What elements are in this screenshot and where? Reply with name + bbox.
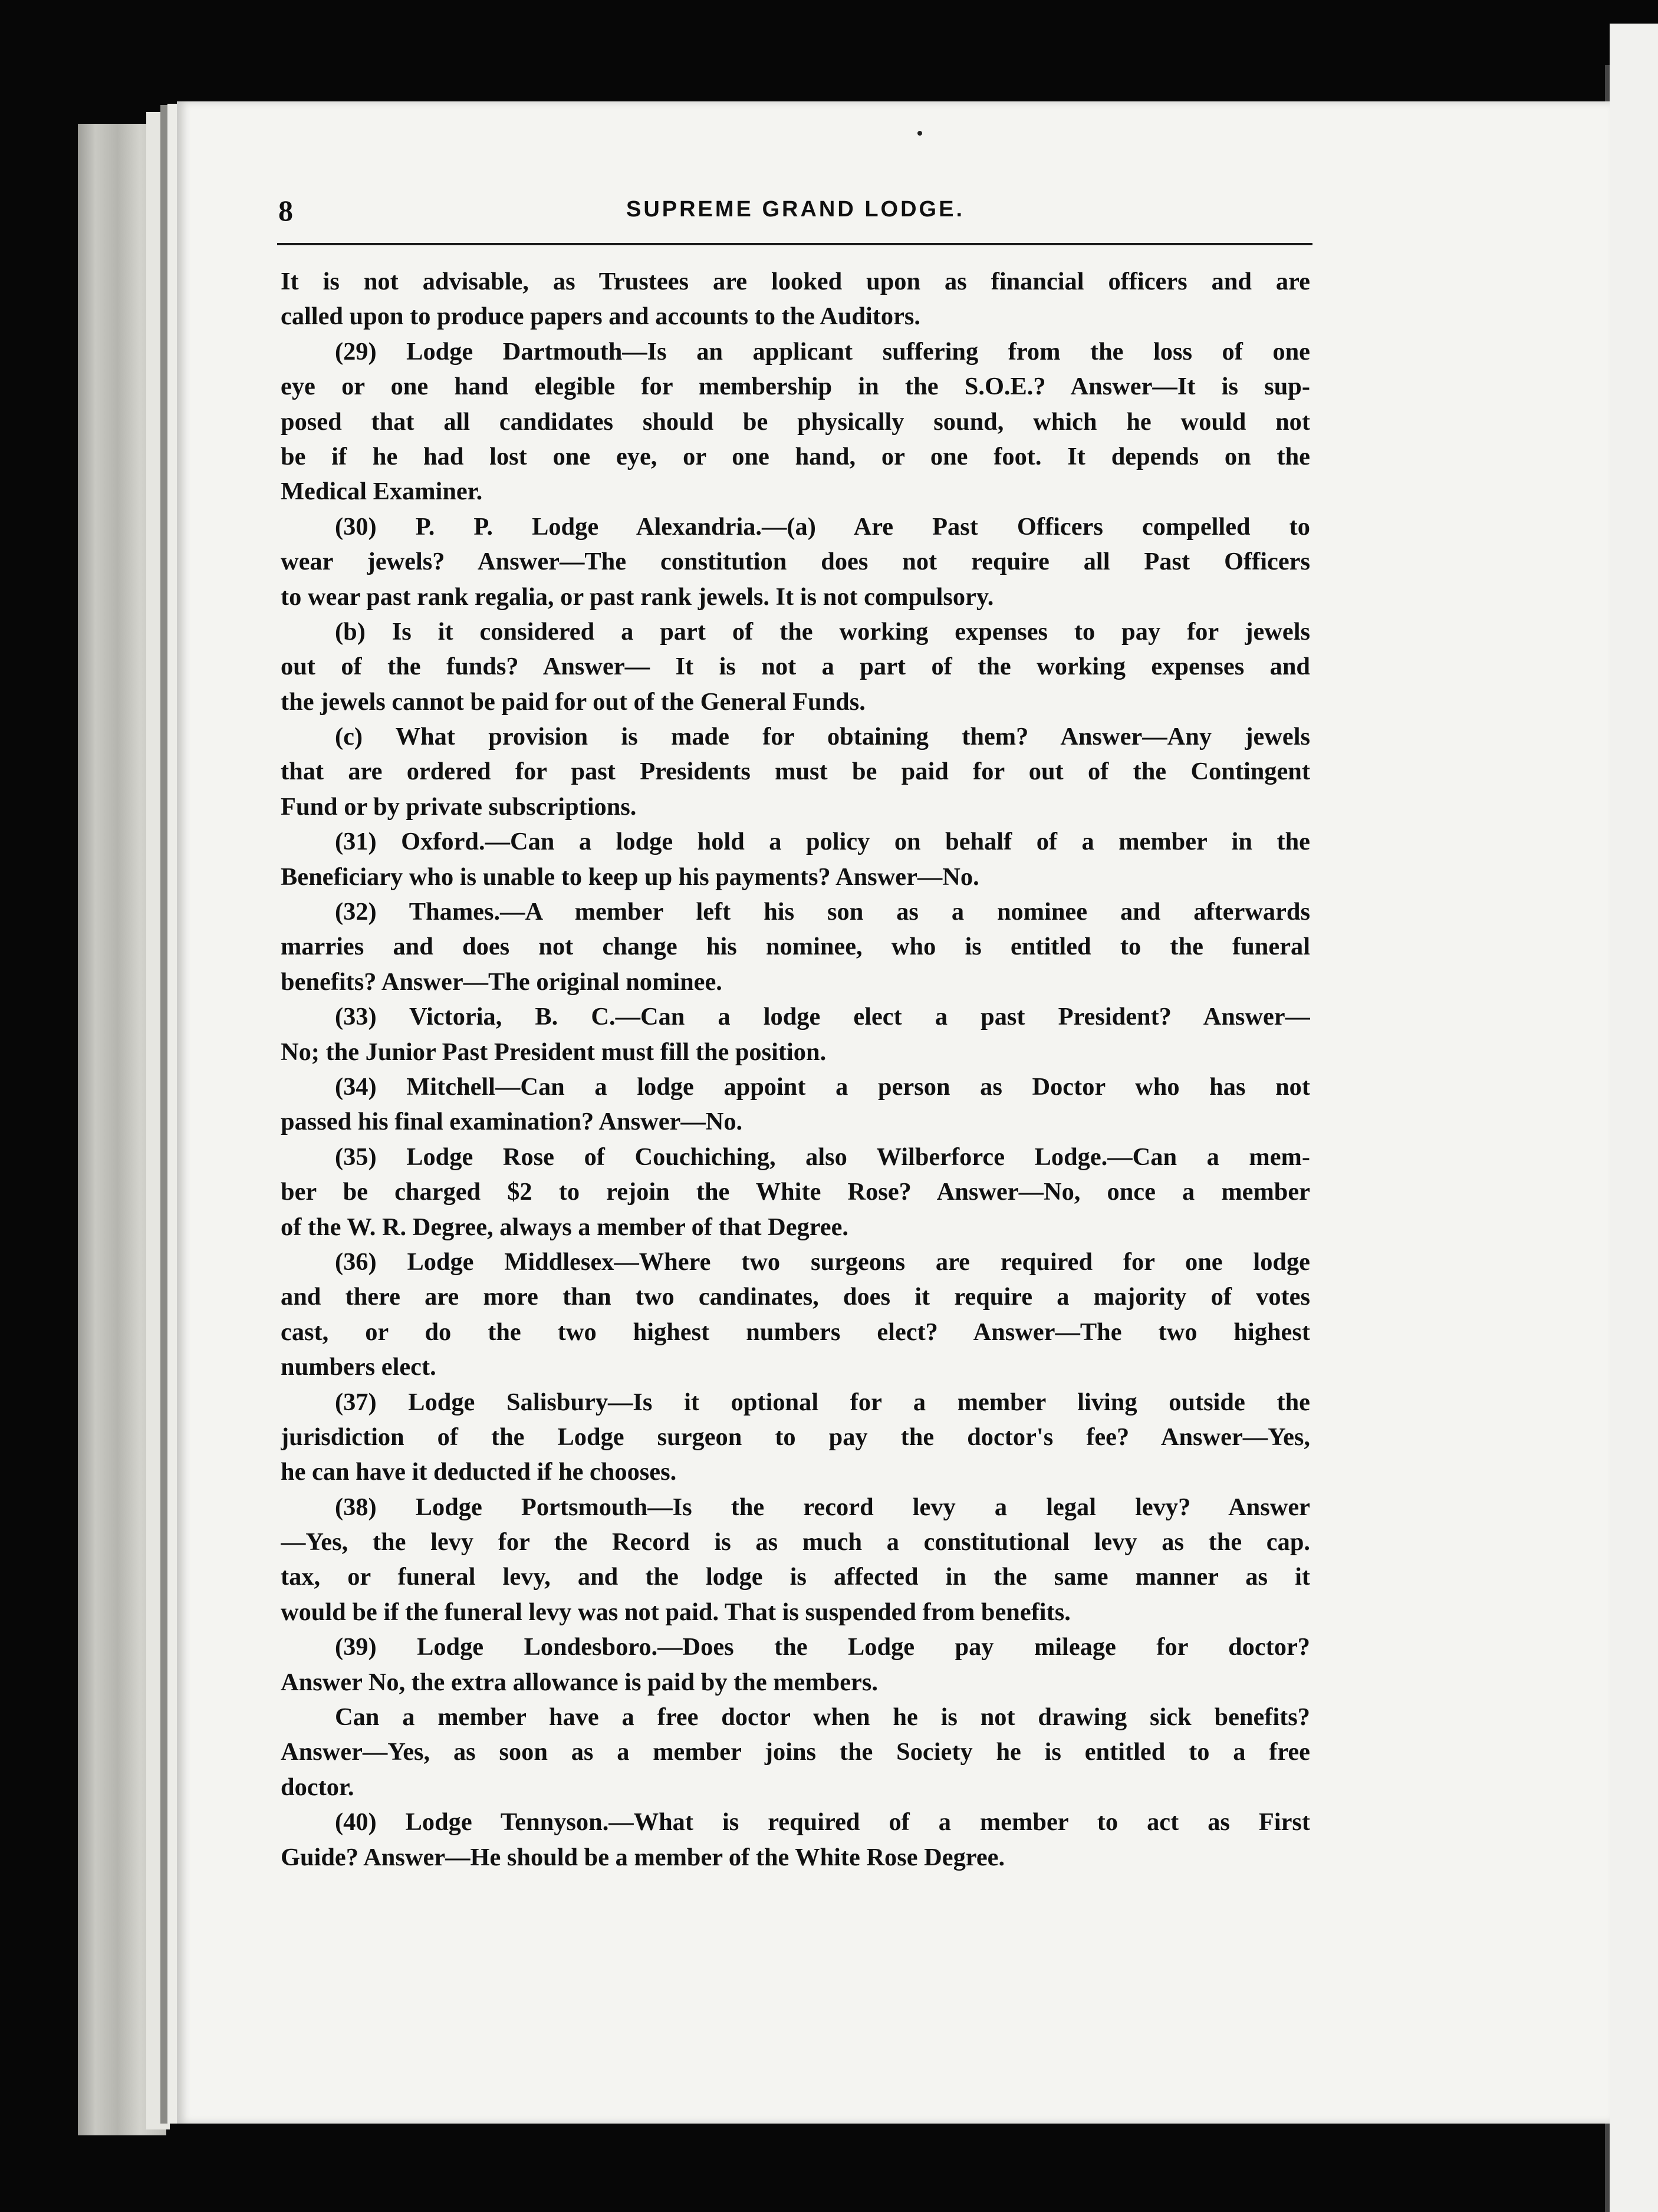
page-stack-edge	[1610, 24, 1658, 2212]
text-line: out of the funds? Answer— It is not a part of the working expenses and	[281, 653, 1310, 681]
text-line: Answer No, the extra allowance is paid by the members.	[281, 1668, 878, 1696]
header-rule	[277, 243, 1312, 245]
text-line: (37) Lodge Salisbury—Is it optional for a member living outside the	[335, 1388, 1310, 1416]
text-line: (39) Lodge Londesboro.—Does the Lodge pay mileage for doctor?	[335, 1633, 1310, 1661]
text-line: eye or one hand elegible for membership in the S.O.E.? Answer—It is sup-	[281, 373, 1310, 401]
page-number: 8	[278, 194, 293, 227]
text-line: marries and does not change his nominee, who is entitled to the funeral	[281, 933, 1310, 961]
text-line: Guide? Answer—He should be a member of the White Rose Degree.	[281, 1843, 1005, 1871]
ink-speck	[917, 131, 922, 136]
text-line: ber be charged $2 to rejoin the White Rose? Answer—No, once a member	[281, 1178, 1310, 1206]
text-line: No; the Junior Past President must fill the position.	[281, 1038, 827, 1066]
text-line: cast, or do the two highest numbers elect? Answer—The two highest	[281, 1318, 1310, 1346]
text-line: (38) Lodge Portsmouth—Is the record levy a legal levy? Answer	[335, 1493, 1310, 1521]
text-line: (30) P. P. Lodge Alexandria.—(a) Are Past Officers compelled to	[335, 512, 1310, 541]
text-line: (34) Mitchell—Can a lodge appoint a person as Doctor who has not	[335, 1072, 1310, 1101]
running-head: SUPREME GRAND LODGE.	[626, 197, 965, 222]
text-line: Fund or by private subscriptions.	[281, 792, 637, 821]
text-line: It is not advisable, as Trustees are looked upon as financial officers and are	[281, 268, 1310, 295]
text-line: the jewels cannot be paid for out of the General Funds.	[281, 687, 866, 716]
text-line: jurisdiction of the Lodge surgeon to pay the doctor's fee? Answer—Yes,	[281, 1423, 1310, 1451]
text-line: Medical Examiner.	[281, 478, 483, 506]
text-line: (35) Lodge Rose of Couchiching, also Wilberforce Lodge.—Can a mem-	[335, 1143, 1310, 1171]
text-line: (29) Lodge Dartmouth—Is an applicant suffering from the loss of one	[335, 337, 1310, 366]
text-line: of the W. R. Degree, always a member of that Degree.	[281, 1213, 848, 1241]
page-header	[278, 193, 1312, 235]
text-line: numbers elect.	[281, 1353, 436, 1381]
text-line: (c) What provision is made for obtaining them? Answer—Any jewels	[335, 723, 1310, 751]
text-line: Can a member have a free doctor when he is not drawing sick benefits?	[335, 1703, 1310, 1732]
text-line: called upon to produce papers and accounts to the Auditors.	[281, 302, 921, 331]
text-line: would be if the funeral levy was not paid. That is suspended from benefits.	[281, 1598, 1071, 1626]
text-line: Beneficiary who is unable to keep up his payments? Answer—No.	[281, 863, 979, 891]
text-line: benefits? Answer—The original nominee.	[281, 967, 722, 996]
text-line: be if he had lost one eye, or one hand, or one foot. It depends on the	[281, 442, 1310, 470]
text-line: (33) Victoria, B. C.—Can a lodge elect a past President? Answer—	[335, 1003, 1310, 1031]
text-line: doctor.	[281, 1773, 354, 1801]
text-line: that are ordered for past Presidents must be paid for out of the Contingent	[281, 758, 1310, 786]
text-line: (40) Lodge Tennyson.—What is required of a member to act as First	[335, 1808, 1310, 1836]
text-line: (36) Lodge Middlesex—Where two surgeons are required for one lodge	[335, 1247, 1310, 1276]
text-line: and there are more than two candinates, does it require a majority of votes	[281, 1283, 1310, 1311]
text-line: posed that all candidates should be physically sound, which he would not	[281, 407, 1310, 436]
text-line: (31) Oxford.—Can a lodge hold a policy on behalf of a member in the	[335, 828, 1310, 856]
body-text	[281, 264, 1310, 1875]
text-line: he can have it deducted if he chooses.	[281, 1458, 677, 1486]
text-line: tax, or funeral levy, and the lodge is affected in the same manner as it	[281, 1563, 1310, 1591]
text-line: (32) Thames.—A member left his son as a nominee and afterwards	[335, 898, 1310, 926]
text-line: wear jewels? Answer—The constitution does not require all Past Officers	[281, 548, 1310, 576]
text-line: —Yes, the levy for the Record is as much a constitutional levy as the cap.	[281, 1528, 1310, 1556]
text-line: (b) Is it considered a part of the working expenses to pay for jewels	[335, 617, 1310, 646]
text-line: passed his final examination? Answer—No.	[281, 1108, 743, 1136]
text-line: to wear past rank regalia, or past rank jewels. It is not compulsory.	[281, 582, 994, 611]
text-line: Answer—Yes, as soon as a member joins the Society he is entitled to a free	[281, 1738, 1310, 1766]
